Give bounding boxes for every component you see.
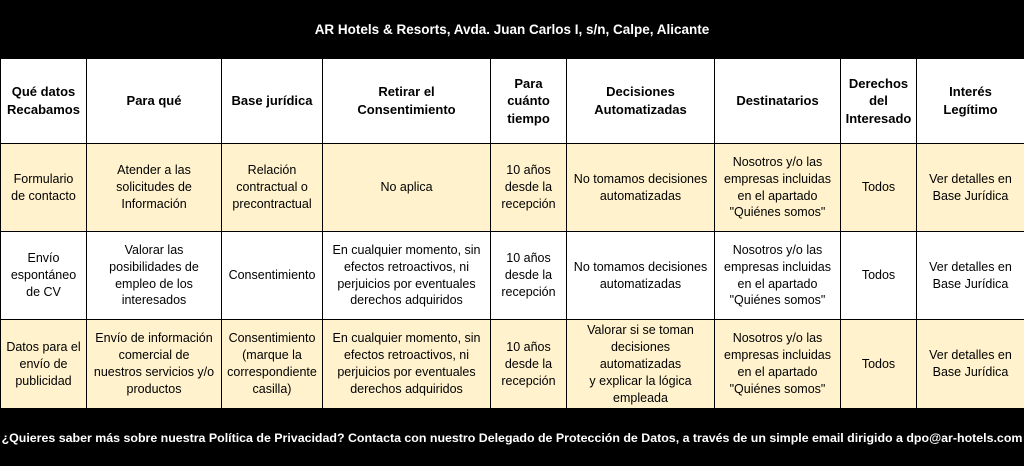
table-cell: Datos para el envío de publicidad [1,320,87,409]
table-cell: Ver detalles en Base Jurídica [917,144,1024,232]
table-cell: Valorar si se toman decisiones automatizadas y explicar la lógica empleada [567,320,715,409]
table-cell: 10 años desde la recepción [491,144,567,232]
table-cell: Consentimiento [222,232,323,320]
table-cell: Formulario de contacto [1,144,87,232]
table-cell: Ver detalles en Base Jurídica [917,320,1024,409]
column-header: Base jurídica [222,59,323,144]
header-title: AR Hotels & Resorts, Avda. Juan Carlos I, s/n, Calpe, Alicante [314,21,710,37]
table-cell: En cualquier momento, sin efectos retroactivos, ni perjuicios por eventuales derechos adquiridos [323,232,491,320]
table-cell: Atender a las solicitudes de Información [87,144,222,232]
table-cell: Nosotros y/o las empresas incluidas en el apartado "Quiénes somos" [715,320,841,409]
table-cell: Todos [841,232,917,320]
column-header: Derechos del Interesado [841,59,917,144]
column-header: Destinatarios [715,59,841,144]
column-header: Retirar el Consentimiento [323,59,491,144]
table-cell: No tomamos decisiones automatizadas [567,232,715,320]
column-header: Para cuánto tiempo [491,59,567,144]
table-cell: En cualquier momento, sin efectos retroactivos, ni perjuicios por eventuales derechos adquiridos [323,320,491,409]
table-cell: Todos [841,144,917,232]
table-cell: Nosotros y/o las empresas incluidas en el apartado "Quiénes somos" [715,144,841,232]
footer-contact-text: ¿Quieres saber más sobre nuestra Política de Privacidad? Contacta con nuestro Delegado de Protección de Datos, a través de un simple email dirigido a dpo@ar-hotels.com [1,430,1023,445]
table-cell: Ver detalles en Base Jurídica [917,232,1024,320]
table-cell: Todos [841,320,917,409]
column-header: Qué datos Recabamos [1,59,87,144]
table-row [1,320,1024,409]
table-cell: 10 años desde la recepción [491,320,567,409]
table-cell: Relación contractual o precontractual [222,144,323,232]
table-cell: Envío de información comercial de nuestros servicios y/o productos [87,320,222,409]
table-cell: 10 años desde la recepción [491,232,567,320]
column-header: Para qué [87,59,222,144]
table-cell: Consentimiento (marque la correspondiente casilla) [222,320,323,409]
table-cell: No tomamos decisiones automatizadas [567,144,715,232]
table-row [1,232,1024,320]
table-cell: Nosotros y/o las empresas incluidas en el apartado "Quiénes somos" [715,232,841,320]
table-header-row [1,59,1024,144]
column-header: Decisiones Automatizadas [567,59,715,144]
table-cell: Valorar las posibilidades de empleo de los interesados [87,232,222,320]
table-row [1,144,1024,232]
column-header: Interés Legítimo [917,59,1024,144]
privacy-table [0,58,1024,409]
table-cell: No aplica [323,144,491,232]
table-cell: Envío espontáneo de CV [1,232,87,320]
